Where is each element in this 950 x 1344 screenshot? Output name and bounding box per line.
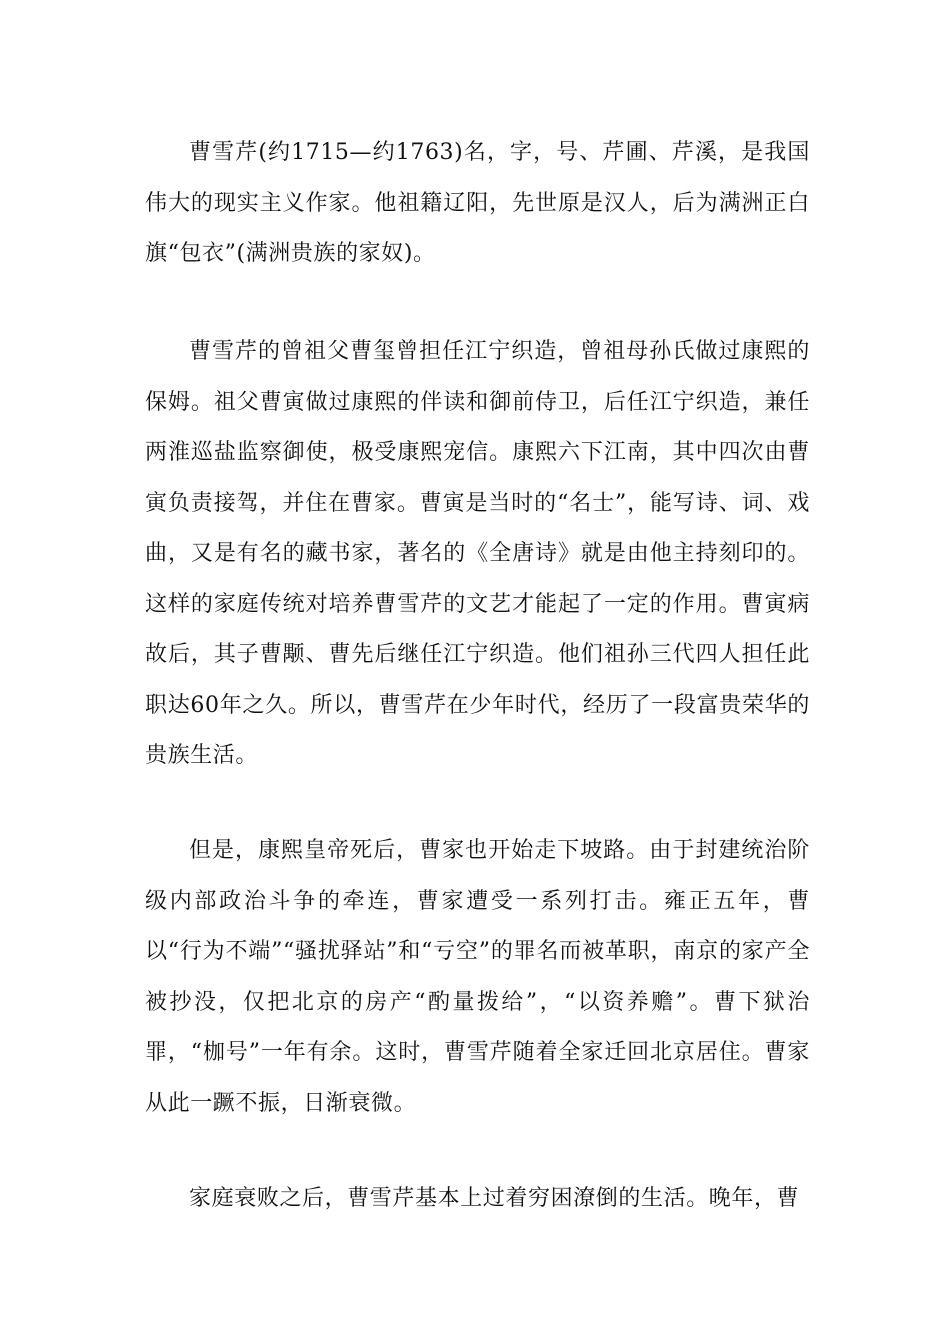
paragraph-family-decline: 但是，康熙皇帝死后，曹家也开始走下坡路。由于封建统治阶级内部政治斗争的牵连，曹家遭受一系列打击。雍正五年，曹以“行为不端”“骚扰驿站”和“亏空”的罪名而被革职，南京的家产全被抄没，仅把北京的房产“酌量拨给”，“以资养赡”。曹下狱治罪，“枷号”一年有余。这时，曹雪芹随着全家迁回北京居住。曹家从此一蹶不振，日渐衰微。 [145, 838, 810, 1116]
paragraph-family-background: 曹雪芹的曾祖父曹玺曾担任江宁织造，曾祖母孙氏做过康熙的保姆。祖父曹寅做过康熙的伴读和御前侍卫，后任江宁织造，兼任两淮巡盐监察御使，极受康熙宠信。康熙六下江南，其中四次由曹寅负责接驾，并住在曹家。曹寅是当时的“名士”，能写诗、词、戏曲，又是有名的藏书家，著名的《全唐诗》就是由他主持刻印的。这样的家庭传统对培养曹雪芹的文艺才能起了一定的作用。曹寅病故后，其子曹颙、曹先后继任江宁织造。他们祖孙三代四人担任此职达60年之久。所以，曹雪芹在少年时代，经历了一段富贵荣华的贵族生活。 [145, 339, 810, 768]
paragraph-later-life: 家庭衰败之后，曹雪芹基本上过着穷困潦倒的生活。晚年，曹 [189, 1186, 800, 1211]
paragraph-intro: 曹雪芹(约1715—约1763)名，字，号、芹圃、芹溪，是我国伟大的现实主义作家。他祖籍辽阳，先世原是汉人，后为满洲正白旗“包衣”(满洲贵族的家奴)。 [145, 140, 810, 266]
